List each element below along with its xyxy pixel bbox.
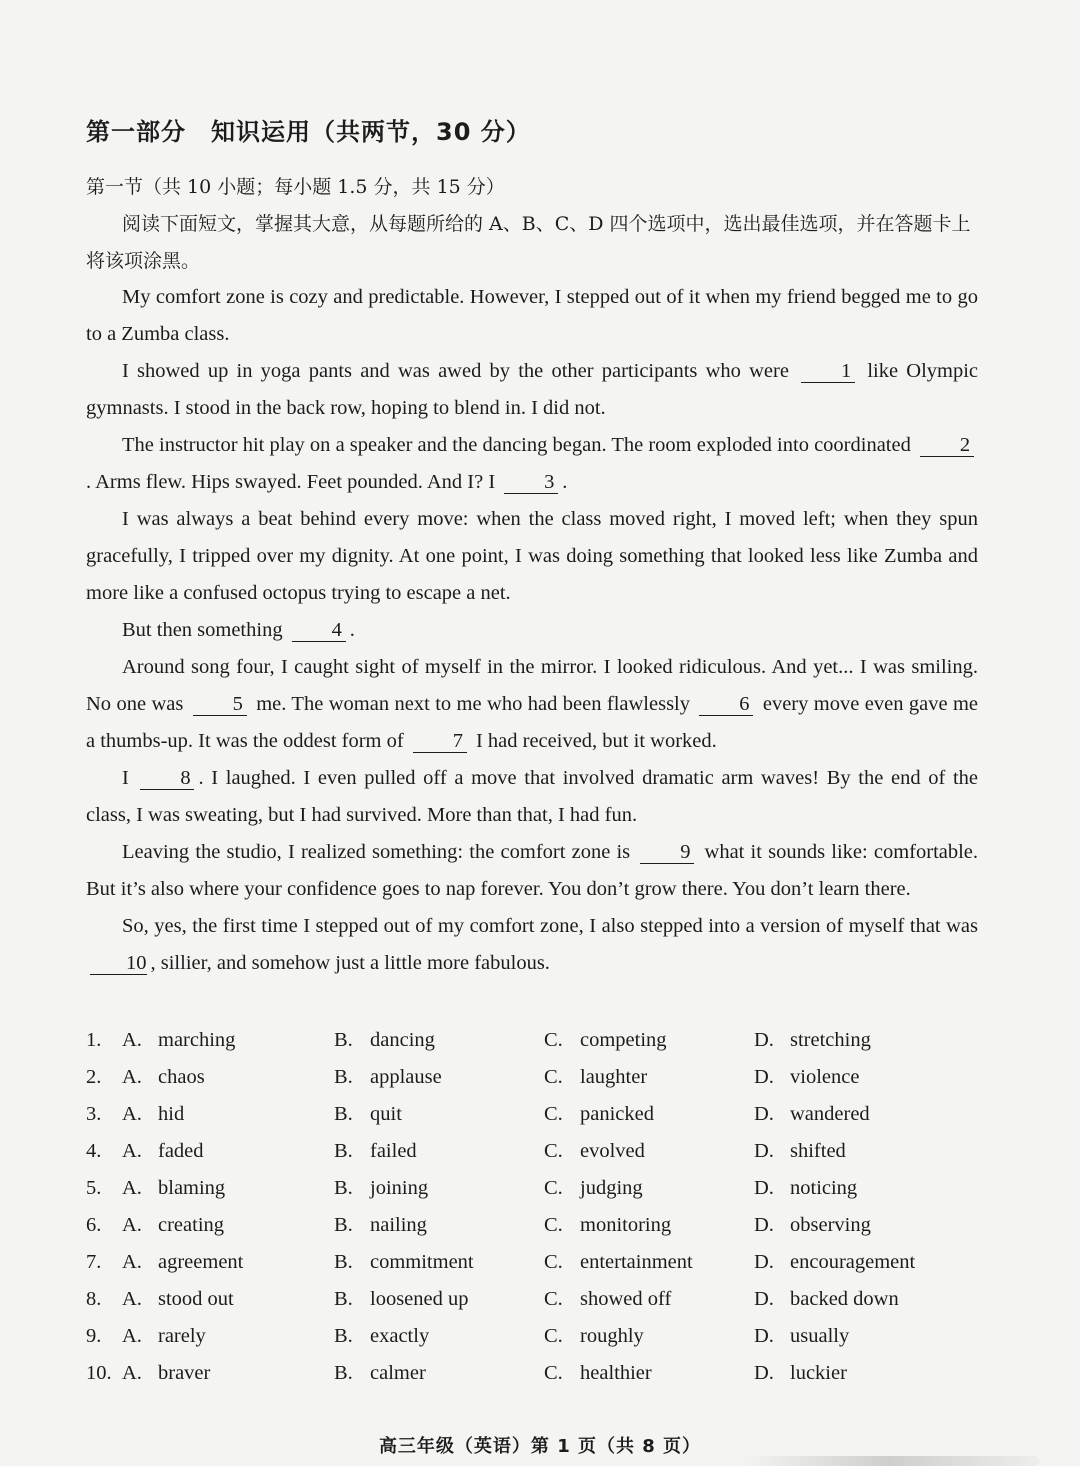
option-d [754,1140,846,1163]
option-text: laughter [580,1066,648,1088]
paragraph-text: , sillier, and somehow just a little more fabulous. [150,952,550,974]
option-letter: C. [544,1325,563,1347]
option-letter: A. [122,1251,142,1273]
option-letter: D. [754,1103,774,1125]
option-text: healthier [580,1362,652,1384]
option-text: stretching [790,1029,871,1051]
option-letter: A. [122,1066,142,1088]
option-text: calmer [370,1362,426,1384]
option-b [334,1325,429,1348]
blank-4: 4 [292,619,346,642]
option-letter: A. [122,1288,142,1310]
option-row [86,1140,986,1177]
option-letter: C. [544,1140,563,1162]
option-c [544,1214,671,1237]
option-b [334,1288,469,1311]
option-letter: D. [754,1066,774,1088]
option-letter: A. [122,1140,142,1162]
option-text: nailing [370,1214,427,1236]
option-letter: A. [122,1029,142,1051]
question-number: 4. [86,1140,102,1162]
option-b [334,1362,426,1385]
option-text: wandered [790,1103,870,1125]
option-a [122,1251,243,1274]
option-row [86,1251,986,1288]
option-b [334,1103,402,1126]
paragraph-3 [86,427,978,501]
blank-8: 8 [140,767,194,790]
option-c [544,1029,667,1052]
option-letter: D. [754,1251,774,1273]
paragraph-1 [86,279,978,353]
option-letter: A. [122,1362,142,1384]
option-text: violence [790,1066,860,1088]
option-a [122,1362,210,1385]
option-c [544,1140,645,1163]
option-letter: C. [544,1362,563,1384]
option-text: stood out [158,1288,234,1310]
option-text: faded [158,1140,204,1162]
blank-10: 10 [90,952,147,975]
blank-1: 1 [801,360,855,383]
answer-options [86,1029,986,1399]
blank-7: 7 [413,730,467,753]
paragraph-text: I had received, but it worked. [475,730,717,752]
option-text: loosened up [370,1288,469,1310]
option-row [86,1029,986,1066]
option-letter: B. [334,1029,353,1051]
option-letter: A. [122,1177,142,1199]
option-a [122,1029,235,1052]
option-letter: D. [754,1325,774,1347]
option-row [86,1214,986,1251]
question-number: 8. [86,1288,102,1310]
question-number: 5. [86,1177,102,1199]
option-text: encouragement [790,1251,916,1273]
option-letter: B. [334,1251,353,1273]
option-d [754,1362,847,1385]
option-letter: D. [754,1214,774,1236]
option-c [544,1177,643,1200]
blank-6: 6 [699,693,753,716]
option-text: agreement [158,1251,244,1273]
option-letter: B. [334,1066,353,1088]
option-text: quit [370,1103,402,1125]
option-text: hid [158,1103,185,1125]
option-text: monitoring [580,1214,672,1236]
option-d [754,1177,857,1200]
option-letter: C. [544,1029,563,1051]
paragraph-text: . I laughed. I even pulled off a move that involved dramatic arm waves! By the end of the class, I was sweating, but I had survived. More than that, I had fun. [86,767,978,826]
option-text: luckier [790,1362,847,1384]
question-number: 10. [86,1362,112,1384]
option-a [122,1103,184,1126]
paragraph-text: every move even gave me a thumbs-up. It was the oddest form of [86,693,979,752]
option-text: blaming [158,1177,226,1199]
option-b [334,1140,417,1163]
blank-2: 2 [920,434,974,457]
option-c [544,1103,654,1126]
option-letter: A. [122,1103,142,1125]
option-text: commitment [370,1251,474,1273]
paragraph-text: Leaving the studio, I realized something: the comfort zone is [122,841,631,863]
paragraph-text: . [562,471,568,493]
option-letter: D. [754,1177,774,1199]
option-c [544,1288,671,1311]
paragraph-7 [86,760,978,834]
question-number: 7. [86,1251,102,1273]
option-d [754,1251,915,1274]
blank-9: 9 [640,841,694,864]
option-row [86,1325,986,1362]
option-text: noticing [790,1177,858,1199]
option-letter: D. [754,1029,774,1051]
option-text: roughly [580,1325,644,1347]
option-a [122,1325,206,1348]
question-number: 1. [86,1029,102,1051]
part-title: 第一部分 知识运用（共两节，30 分） [86,118,531,146]
option-text: exactly [370,1325,430,1347]
option-d [754,1066,859,1089]
blank-3: 3 [504,471,558,494]
option-c [544,1362,652,1385]
option-text: joining [370,1177,429,1199]
option-letter: C. [544,1066,563,1088]
option-letter: D. [754,1288,774,1310]
option-b [334,1029,435,1052]
option-letter: C. [544,1177,563,1199]
option-text: competing [580,1029,667,1051]
option-text: observing [790,1214,871,1236]
option-a [122,1066,205,1089]
option-a [122,1288,234,1311]
option-letter: D. [754,1140,774,1162]
paragraph-text: . [349,619,355,641]
option-d [754,1029,871,1052]
option-row [86,1177,986,1214]
option-letter: A. [122,1214,142,1236]
option-text: backed down [790,1288,899,1310]
option-letter: D. [754,1362,774,1384]
question-number: 3. [86,1103,102,1125]
option-letter: C. [544,1214,563,1236]
page-footer: 高三年级（英语）第 1 页（共 8 页） [378,1436,702,1457]
option-row [86,1362,986,1399]
instructions: 阅读下面短文，掌握其大意，从每题所给的 A、B、C、D 四个选项中，选出最佳选项，并在答题卡上将该项涂黑。 [86,213,971,272]
option-row [86,1103,986,1140]
option-d [754,1325,849,1348]
option-b [334,1177,428,1200]
option-letter: C. [544,1288,563,1310]
paragraph-text: So, yes, the first time I stepped out of my comfort zone, I also stepped into a version of myself that was [122,915,978,937]
question-number: 9. [86,1325,102,1347]
option-text: failed [370,1140,417,1162]
option-b [334,1251,474,1274]
option-b [334,1066,442,1089]
paragraph-4 [86,501,978,612]
option-text: chaos [158,1066,205,1088]
blank-5: 5 [193,693,247,716]
question-number: 2. [86,1066,102,1088]
section-title: 第一节（共 10 小题；每小题 1.5 分，共 15 分） [86,176,505,198]
paragraph-text: . Arms flew. Hips swayed. Feet pounded. And I? I [86,471,496,493]
scan-smudge [740,1456,1040,1466]
option-text: creating [158,1214,225,1236]
paragraph-5 [86,612,978,649]
paragraph-text: I showed up in yoga pants and was awed by the other participants who were [122,360,789,382]
option-text: judging [580,1177,643,1199]
option-c [544,1251,693,1274]
option-letter: A. [122,1325,142,1347]
option-c [544,1066,647,1089]
option-letter: B. [334,1177,353,1199]
paragraph-text: what it sounds like: comfortable. But it’s also where your confidence goes to nap forever. You don’t grow there. You don’t learn there. [86,841,979,900]
paragraph-6 [86,649,978,760]
option-text: showed off [580,1288,672,1310]
paragraph-9 [86,908,978,982]
option-letter: C. [544,1103,563,1125]
paragraph-2 [86,353,978,427]
option-letter: B. [334,1288,353,1310]
paragraph-text: like Olympic gymnasts. I stood in the back row, hoping to blend in. I did not. [86,360,979,419]
option-b [334,1214,427,1237]
option-d [754,1288,899,1311]
option-text: braver [158,1362,211,1384]
option-a [122,1140,204,1163]
paragraph-text: The instructor hit play on a speaker and the dancing began. The room exploded into coordinated [122,434,911,456]
option-d [754,1214,871,1237]
paragraph-text: I [122,767,129,789]
option-c [544,1325,644,1348]
paragraph-text: I was always a beat behind every move: when the class moved right, I moved left; when they spun gracefully, I tripped over my dignity. At one point, I was doing something that looked less like Zumba and more like a confused octopus trying to escape a net. [86,508,978,604]
option-text: panicked [580,1103,654,1125]
option-letter: B. [334,1214,353,1236]
cloze-passage [86,279,978,982]
option-letter: B. [334,1140,353,1162]
option-text: evolved [580,1140,645,1162]
option-text: usually [790,1325,850,1347]
paragraph-text: me. The woman next to me who had been flawlessly [256,693,690,715]
option-letter: B. [334,1362,353,1384]
option-row [86,1288,986,1325]
option-row [86,1066,986,1103]
option-text: shifted [790,1140,846,1162]
paragraph-8 [86,834,978,908]
option-text: rarely [158,1325,206,1347]
option-letter: B. [334,1325,353,1347]
paragraph-text: Around song four, I caught sight of myself in the mirror. I looked ridiculous. And yet... I was smiling. No one was [86,656,978,715]
option-d [754,1103,870,1126]
paragraph-text: But then something [122,619,283,641]
option-letter: B. [334,1103,353,1125]
paragraph-text: My comfort zone is cozy and predictable. However, I stepped out of it when my friend begged me to go to a Zumba class. [86,286,978,345]
question-number: 6. [86,1214,102,1236]
option-letter: C. [544,1251,563,1273]
option-a [122,1177,225,1200]
option-text: entertainment [580,1251,693,1273]
option-a [122,1214,224,1237]
option-text: marching [158,1029,236,1051]
option-text: applause [370,1066,442,1088]
option-text: dancing [370,1029,435,1051]
